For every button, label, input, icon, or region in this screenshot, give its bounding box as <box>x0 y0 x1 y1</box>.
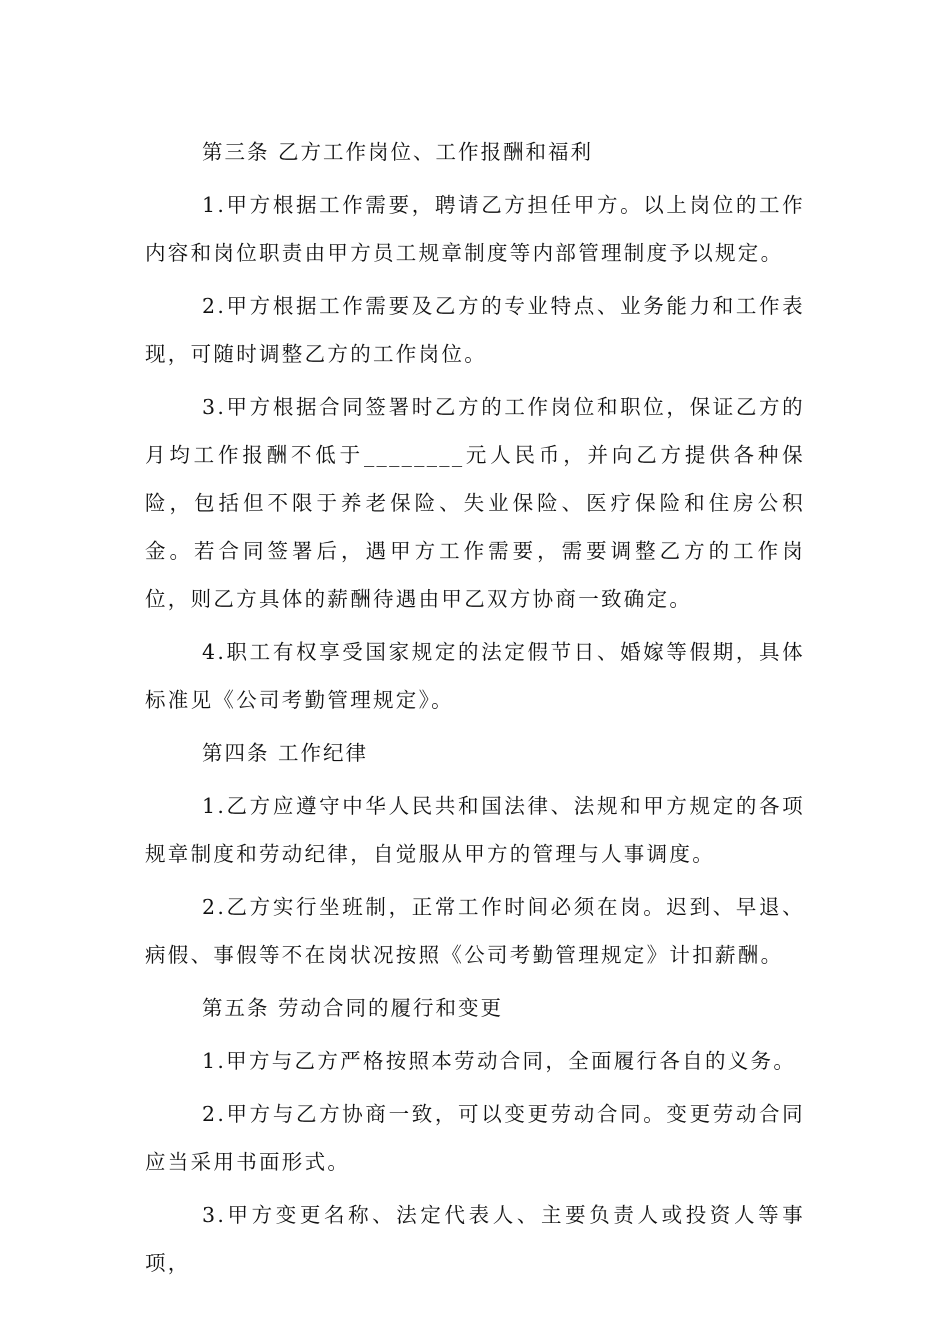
article-3-heading: 第三条 乙方工作岗位、工作报酬和福利 <box>202 140 594 164</box>
article-3-clause-3: 3.甲方根据合同签署时乙方的工作岗位和职位，保证乙方的月均工作报酬不低于________元人民币，并向乙方提供各种保险，包括但不限于养老保险、失业保险、医疗保险和住房公积金。若合同签署后，遇甲方工作需要，需要调整乙方的工作岗位，则乙方具体的薪酬待遇由甲乙双方协商一致确定。 <box>145 395 805 611</box>
article-5-heading: 第五条 劳动合同的履行和变更 <box>202 996 504 1020</box>
article-3-clause-4: 4.职工有权享受国家规定的法定假节日、婚嫁等假期，具体标准见《公司考勤管理规定》。 <box>145 640 805 712</box>
article-5-clause-2: 2.甲方与乙方协商一致，可以变更劳动合同。变更劳动合同应当采用书面形式。 <box>145 1102 805 1174</box>
article-5-clause-1: 1.甲方与乙方严格按照本劳动合同，全面履行各自的义务。 <box>202 1049 797 1073</box>
article-4-clause-2: 2.乙方实行坐班制，正常工作时间必须在岗。迟到、早退、病假、事假等不在岗状况按照《公司考勤管理规定》计扣薪酬。 <box>145 895 805 967</box>
article-4-clause-1: 1.乙方应遵守中华人民共和国法律、法规和甲方规定的各项规章制度和劳动纪律，自觉服从甲方的管理与人事调度。 <box>145 794 805 866</box>
document-body <box>145 128 805 1292</box>
article-3-clause-2: 2.甲方根据工作需要及乙方的专业特点、业务能力和工作表现，可随时调整乙方的工作岗位。 <box>145 294 805 366</box>
article-3-clause-1: 1.甲方根据工作需要，聘请乙方担任甲方。以上岗位的工作内容和岗位职责由甲方员工规章制度等内部管理制度予以规定。 <box>145 193 805 265</box>
article-5-clause-3: 3.甲方变更名称、法定代表人、主要负责人或投资人等事项， <box>145 1203 805 1275</box>
article-4-heading: 第四条 工作纪律 <box>202 741 369 765</box>
